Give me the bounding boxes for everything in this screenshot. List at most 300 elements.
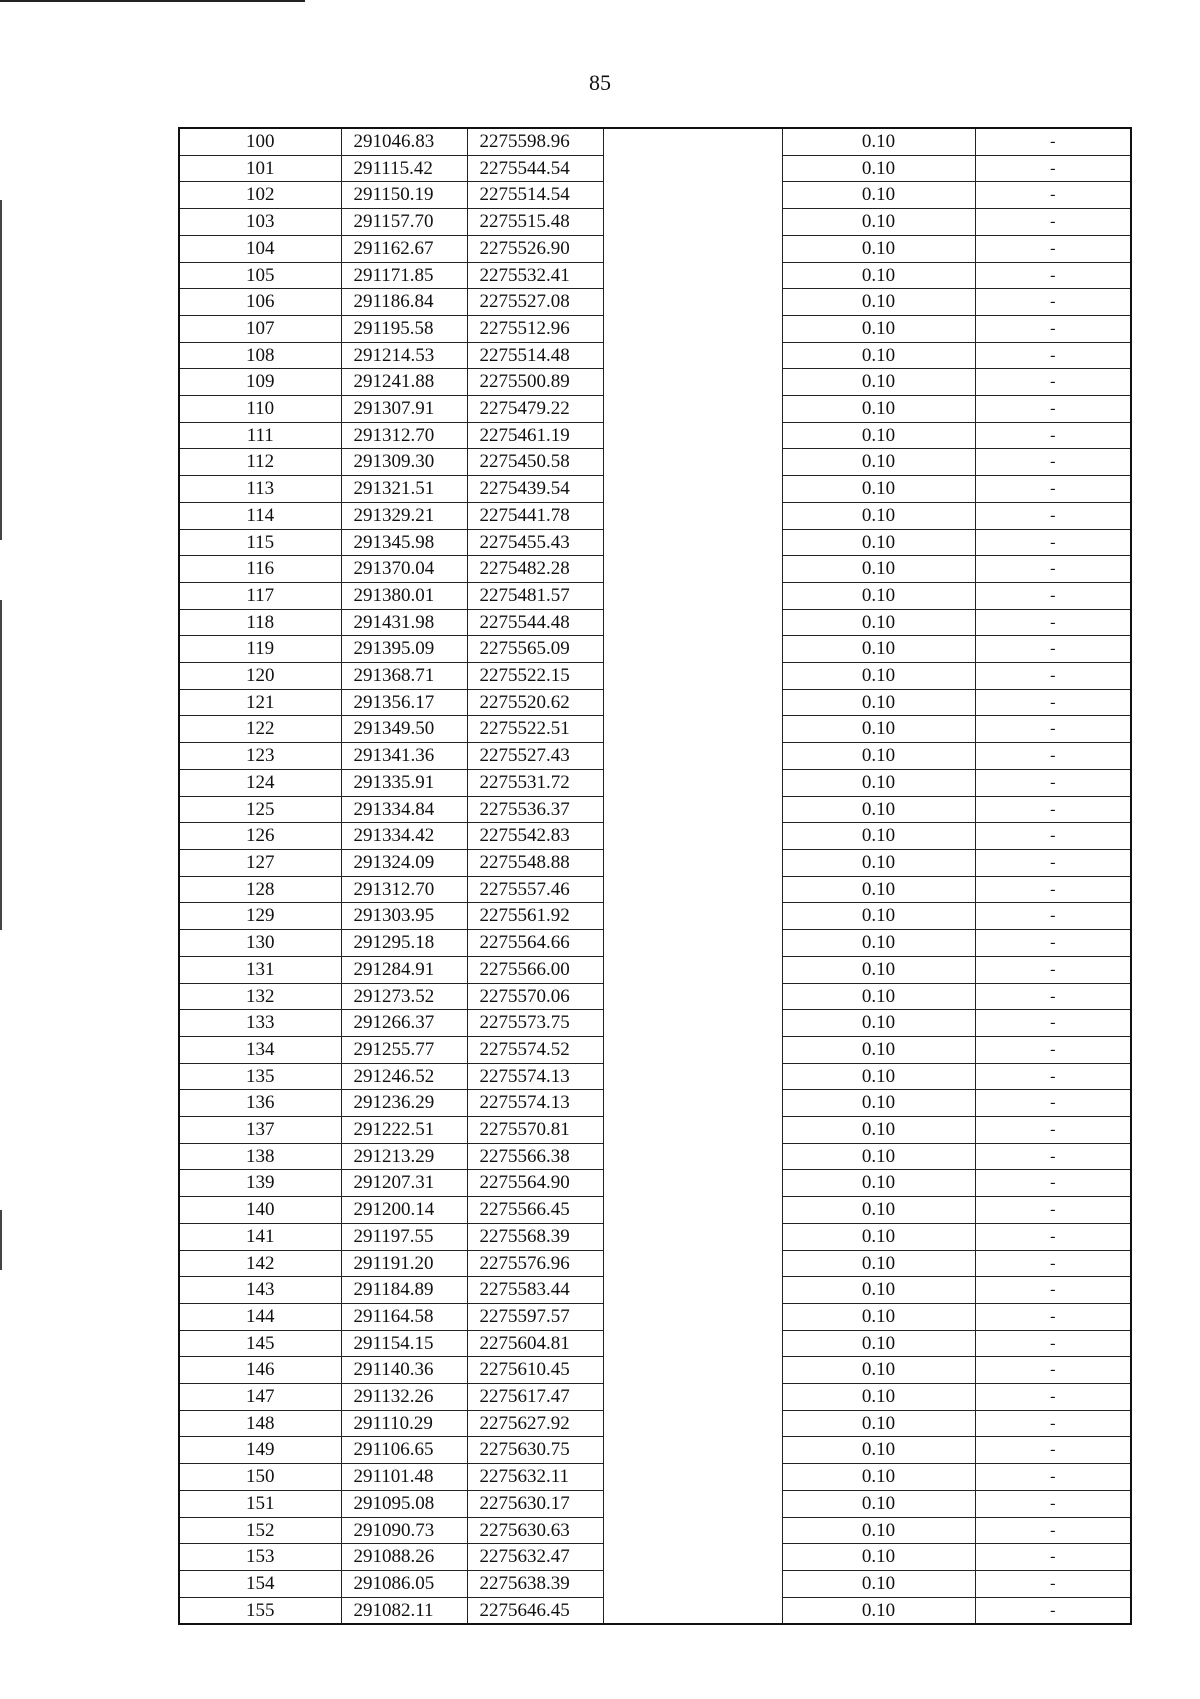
dash-cell: -: [975, 289, 1131, 316]
table-row: [179, 315, 1131, 342]
x-coordinate-cell: 291191.20: [341, 1250, 467, 1277]
empty-cell: [603, 1330, 782, 1357]
empty-cell: [603, 529, 782, 556]
scan-edge-mark: [0, 1210, 2, 1270]
point-number-cell: 139: [179, 1170, 341, 1197]
point-number-cell: 100: [179, 128, 341, 155]
y-coordinate-cell: 2275450.58: [467, 449, 603, 476]
point-number-cell: 121: [179, 689, 341, 716]
x-coordinate-cell: 291115.42: [341, 155, 467, 182]
y-coordinate-cell: 2275573.75: [467, 1010, 603, 1037]
y-coordinate-cell: 2275481.57: [467, 582, 603, 609]
x-coordinate-cell: 291132.26: [341, 1384, 467, 1411]
empty-cell: [603, 849, 782, 876]
table-row: [179, 956, 1131, 983]
point-number-cell: 135: [179, 1063, 341, 1090]
y-coordinate-cell: 2275439.54: [467, 476, 603, 503]
y-coordinate-cell: 2275515.48: [467, 209, 603, 236]
dash-cell: -: [975, 155, 1131, 182]
x-coordinate-cell: 291157.70: [341, 209, 467, 236]
point-number-cell: 110: [179, 396, 341, 423]
y-coordinate-cell: 2275520.62: [467, 689, 603, 716]
x-coordinate-cell: 291368.71: [341, 663, 467, 690]
table-row: [179, 128, 1131, 155]
x-coordinate-cell: 291266.37: [341, 1010, 467, 1037]
accuracy-cell: 0.10: [782, 262, 975, 289]
accuracy-cell: 0.10: [782, 396, 975, 423]
x-coordinate-cell: 291086.05: [341, 1570, 467, 1597]
x-coordinate-cell: 291213.29: [341, 1143, 467, 1170]
y-coordinate-cell: 2275514.54: [467, 182, 603, 209]
dash-cell: -: [975, 796, 1131, 823]
x-coordinate-cell: 291164.58: [341, 1303, 467, 1330]
point-number-cell: 129: [179, 903, 341, 930]
x-coordinate-cell: 291324.09: [341, 849, 467, 876]
x-coordinate-cell: 291312.70: [341, 876, 467, 903]
x-coordinate-cell: 291370.04: [341, 556, 467, 583]
x-coordinate-cell: 291356.17: [341, 689, 467, 716]
point-number-cell: 148: [179, 1410, 341, 1437]
empty-cell: [603, 1570, 782, 1597]
accuracy-cell: 0.10: [782, 1010, 975, 1037]
dash-cell: -: [975, 663, 1131, 690]
y-coordinate-cell: 2275576.96: [467, 1250, 603, 1277]
point-number-cell: 150: [179, 1464, 341, 1491]
empty-cell: [603, 1090, 782, 1117]
accuracy-cell: 0.10: [782, 769, 975, 796]
table-row: [179, 903, 1131, 930]
empty-cell: [603, 476, 782, 503]
x-coordinate-cell: 291246.52: [341, 1063, 467, 1090]
y-coordinate-cell: 2275455.43: [467, 529, 603, 556]
table-row: [179, 743, 1131, 770]
dash-cell: -: [975, 1303, 1131, 1330]
scan-edge-mark: [0, 200, 2, 540]
accuracy-cell: 0.10: [782, 128, 975, 155]
y-coordinate-cell: 2275557.46: [467, 876, 603, 903]
point-number-cell: 152: [179, 1517, 341, 1544]
y-coordinate-cell: 2275604.81: [467, 1330, 603, 1357]
empty-cell: [603, 1517, 782, 1544]
accuracy-cell: 0.10: [782, 1437, 975, 1464]
x-coordinate-cell: 291090.73: [341, 1517, 467, 1544]
x-coordinate-cell: 291195.58: [341, 315, 467, 342]
table-row: [179, 1303, 1131, 1330]
x-coordinate-cell: 291095.08: [341, 1490, 467, 1517]
point-number-cell: 137: [179, 1117, 341, 1144]
dash-cell: -: [975, 369, 1131, 396]
point-number-cell: 109: [179, 369, 341, 396]
point-number-cell: 127: [179, 849, 341, 876]
empty-cell: [603, 1384, 782, 1411]
dash-cell: -: [975, 716, 1131, 743]
dash-cell: -: [975, 1036, 1131, 1063]
table-row: [179, 422, 1131, 449]
accuracy-cell: 0.10: [782, 1036, 975, 1063]
table-row: [179, 1277, 1131, 1304]
empty-cell: [603, 1223, 782, 1250]
empty-cell: [603, 155, 782, 182]
empty-cell: [603, 1010, 782, 1037]
empty-cell: [603, 342, 782, 369]
point-number-cell: 130: [179, 930, 341, 957]
x-coordinate-cell: 291207.31: [341, 1170, 467, 1197]
accuracy-cell: 0.10: [782, 663, 975, 690]
accuracy-cell: 0.10: [782, 1223, 975, 1250]
y-coordinate-cell: 2275632.11: [467, 1464, 603, 1491]
accuracy-cell: 0.10: [782, 1597, 975, 1624]
dash-cell: -: [975, 1330, 1131, 1357]
accuracy-cell: 0.10: [782, 849, 975, 876]
accuracy-cell: 0.10: [782, 556, 975, 583]
table-row: [179, 796, 1131, 823]
table-row: [179, 155, 1131, 182]
empty-cell: [603, 609, 782, 636]
empty-cell: [603, 1464, 782, 1491]
accuracy-cell: 0.10: [782, 956, 975, 983]
y-coordinate-cell: 2275542.83: [467, 823, 603, 850]
x-coordinate-cell: 291197.55: [341, 1223, 467, 1250]
dash-cell: -: [975, 422, 1131, 449]
table-row: [179, 209, 1131, 236]
accuracy-cell: 0.10: [782, 743, 975, 770]
table-row: [179, 663, 1131, 690]
x-coordinate-cell: 291236.29: [341, 1090, 467, 1117]
y-coordinate-cell: 2275566.45: [467, 1197, 603, 1224]
x-coordinate-cell: 291171.85: [341, 262, 467, 289]
dash-cell: -: [975, 502, 1131, 529]
dash-cell: -: [975, 1143, 1131, 1170]
table-row: [179, 262, 1131, 289]
table-row: [179, 1036, 1131, 1063]
empty-cell: [603, 422, 782, 449]
dash-cell: -: [975, 1410, 1131, 1437]
x-coordinate-cell: 291334.84: [341, 796, 467, 823]
y-coordinate-cell: 2275564.90: [467, 1170, 603, 1197]
accuracy-cell: 0.10: [782, 422, 975, 449]
x-coordinate-cell: 291200.14: [341, 1197, 467, 1224]
dash-cell: -: [975, 876, 1131, 903]
accuracy-cell: 0.10: [782, 289, 975, 316]
dash-cell: -: [975, 235, 1131, 262]
empty-cell: [603, 182, 782, 209]
accuracy-cell: 0.10: [782, 1464, 975, 1491]
dash-cell: -: [975, 476, 1131, 503]
dash-cell: -: [975, 1223, 1131, 1250]
table-row: [179, 1597, 1131, 1624]
dash-cell: -: [975, 956, 1131, 983]
y-coordinate-cell: 2275638.39: [467, 1570, 603, 1597]
y-coordinate-cell: 2275598.96: [467, 128, 603, 155]
empty-cell: [603, 1597, 782, 1624]
table-row: [179, 369, 1131, 396]
point-number-cell: 155: [179, 1597, 341, 1624]
accuracy-cell: 0.10: [782, 1357, 975, 1384]
point-number-cell: 116: [179, 556, 341, 583]
empty-cell: [603, 716, 782, 743]
dash-cell: -: [975, 689, 1131, 716]
empty-cell: [603, 1437, 782, 1464]
table-row: [179, 502, 1131, 529]
accuracy-cell: 0.10: [782, 1570, 975, 1597]
table-row: [179, 983, 1131, 1010]
y-coordinate-cell: 2275527.08: [467, 289, 603, 316]
table-row: [179, 342, 1131, 369]
empty-cell: [603, 1357, 782, 1384]
y-coordinate-cell: 2275544.48: [467, 609, 603, 636]
dash-cell: -: [975, 582, 1131, 609]
accuracy-cell: 0.10: [782, 1143, 975, 1170]
accuracy-cell: 0.10: [782, 476, 975, 503]
x-coordinate-cell: 291140.36: [341, 1357, 467, 1384]
y-coordinate-cell: 2275441.78: [467, 502, 603, 529]
accuracy-cell: 0.10: [782, 689, 975, 716]
accuracy-cell: 0.10: [782, 155, 975, 182]
dash-cell: -: [975, 1570, 1131, 1597]
x-coordinate-cell: 291431.98: [341, 609, 467, 636]
point-number-cell: 117: [179, 582, 341, 609]
dash-cell: -: [975, 1437, 1131, 1464]
accuracy-cell: 0.10: [782, 342, 975, 369]
y-coordinate-cell: 2275548.88: [467, 849, 603, 876]
table-row: [179, 1197, 1131, 1224]
accuracy-cell: 0.10: [782, 315, 975, 342]
x-coordinate-cell: 291241.88: [341, 369, 467, 396]
point-number-cell: 133: [179, 1010, 341, 1037]
accuracy-cell: 0.10: [782, 1517, 975, 1544]
x-coordinate-cell: 291284.91: [341, 956, 467, 983]
dash-cell: -: [975, 396, 1131, 423]
accuracy-cell: 0.10: [782, 983, 975, 1010]
table-row: [179, 609, 1131, 636]
dash-cell: -: [975, 1464, 1131, 1491]
x-coordinate-cell: 291150.19: [341, 182, 467, 209]
dash-cell: -: [975, 1357, 1131, 1384]
empty-cell: [603, 1544, 782, 1571]
x-coordinate-cell: 291329.21: [341, 502, 467, 529]
x-coordinate-cell: 291184.89: [341, 1277, 467, 1304]
empty-cell: [603, 262, 782, 289]
y-coordinate-cell: 2275630.75: [467, 1437, 603, 1464]
x-coordinate-cell: 291110.29: [341, 1410, 467, 1437]
point-number-cell: 122: [179, 716, 341, 743]
point-number-cell: 113: [179, 476, 341, 503]
accuracy-cell: 0.10: [782, 636, 975, 663]
empty-cell: [603, 1303, 782, 1330]
x-coordinate-cell: 291214.53: [341, 342, 467, 369]
x-coordinate-cell: 291186.84: [341, 289, 467, 316]
dash-cell: -: [975, 209, 1131, 236]
point-number-cell: 123: [179, 743, 341, 770]
table-row: [179, 1090, 1131, 1117]
point-number-cell: 142: [179, 1250, 341, 1277]
y-coordinate-cell: 2275531.72: [467, 769, 603, 796]
dash-cell: -: [975, 743, 1131, 770]
table-row: [179, 823, 1131, 850]
table-row: [179, 1384, 1131, 1411]
accuracy-cell: 0.10: [782, 1063, 975, 1090]
dash-cell: -: [975, 1197, 1131, 1224]
y-coordinate-cell: 2275561.92: [467, 903, 603, 930]
empty-cell: [603, 449, 782, 476]
accuracy-cell: 0.10: [782, 1170, 975, 1197]
table-row: [179, 636, 1131, 663]
point-number-cell: 124: [179, 769, 341, 796]
dash-cell: -: [975, 529, 1131, 556]
accuracy-cell: 0.10: [782, 903, 975, 930]
y-coordinate-cell: 2275583.44: [467, 1277, 603, 1304]
table-row: [179, 182, 1131, 209]
table-row: [179, 449, 1131, 476]
point-number-cell: 140: [179, 1197, 341, 1224]
point-number-cell: 147: [179, 1384, 341, 1411]
accuracy-cell: 0.10: [782, 1410, 975, 1437]
x-coordinate-cell: 291154.15: [341, 1330, 467, 1357]
scan-edge-mark: [0, 600, 2, 930]
dash-cell: -: [975, 1384, 1131, 1411]
table-row: [179, 930, 1131, 957]
dash-cell: -: [975, 1544, 1131, 1571]
table-row: [179, 289, 1131, 316]
empty-cell: [603, 556, 782, 583]
point-number-cell: 136: [179, 1090, 341, 1117]
empty-cell: [603, 769, 782, 796]
empty-cell: [603, 663, 782, 690]
x-coordinate-cell: 291088.26: [341, 1544, 467, 1571]
empty-cell: [603, 956, 782, 983]
table-row: [179, 716, 1131, 743]
point-number-cell: 107: [179, 315, 341, 342]
scan-border-top: [0, 0, 305, 2]
y-coordinate-cell: 2275479.22: [467, 396, 603, 423]
dash-cell: -: [975, 903, 1131, 930]
y-coordinate-cell: 2275565.09: [467, 636, 603, 663]
table-row: [179, 1517, 1131, 1544]
table-row: [179, 769, 1131, 796]
x-coordinate-cell: 291349.50: [341, 716, 467, 743]
point-number-cell: 108: [179, 342, 341, 369]
x-coordinate-cell: 291395.09: [341, 636, 467, 663]
accuracy-cell: 0.10: [782, 1330, 975, 1357]
y-coordinate-cell: 2275646.45: [467, 1597, 603, 1624]
empty-cell: [603, 289, 782, 316]
point-number-cell: 146: [179, 1357, 341, 1384]
point-number-cell: 144: [179, 1303, 341, 1330]
y-coordinate-cell: 2275574.13: [467, 1063, 603, 1090]
empty-cell: [603, 1410, 782, 1437]
empty-cell: [603, 315, 782, 342]
table-row: [179, 876, 1131, 903]
table-row: [179, 849, 1131, 876]
empty-cell: [603, 396, 782, 423]
y-coordinate-cell: 2275610.45: [467, 1357, 603, 1384]
accuracy-cell: 0.10: [782, 1277, 975, 1304]
x-coordinate-cell: 291255.77: [341, 1036, 467, 1063]
accuracy-cell: 0.10: [782, 609, 975, 636]
point-number-cell: 131: [179, 956, 341, 983]
empty-cell: [603, 1063, 782, 1090]
empty-cell: [603, 128, 782, 155]
dash-cell: -: [975, 769, 1131, 796]
dash-cell: -: [975, 1250, 1131, 1277]
point-number-cell: 145: [179, 1330, 341, 1357]
x-coordinate-cell: 291162.67: [341, 235, 467, 262]
point-number-cell: 120: [179, 663, 341, 690]
x-coordinate-cell: 291309.30: [341, 449, 467, 476]
x-coordinate-cell: 291321.51: [341, 476, 467, 503]
dash-cell: -: [975, 128, 1131, 155]
point-number-cell: 138: [179, 1143, 341, 1170]
dash-cell: -: [975, 1090, 1131, 1117]
point-number-cell: 141: [179, 1223, 341, 1250]
accuracy-cell: 0.10: [782, 796, 975, 823]
point-number-cell: 104: [179, 235, 341, 262]
dash-cell: -: [975, 1490, 1131, 1517]
point-number-cell: 153: [179, 1544, 341, 1571]
y-coordinate-cell: 2275566.00: [467, 956, 603, 983]
dash-cell: -: [975, 1063, 1131, 1090]
point-number-cell: 126: [179, 823, 341, 850]
point-number-cell: 154: [179, 1570, 341, 1597]
y-coordinate-cell: 2275597.57: [467, 1303, 603, 1330]
point-number-cell: 112: [179, 449, 341, 476]
x-coordinate-cell: 291380.01: [341, 582, 467, 609]
accuracy-cell: 0.10: [782, 209, 975, 236]
empty-cell: [603, 1036, 782, 1063]
y-coordinate-cell: 2275574.52: [467, 1036, 603, 1063]
y-coordinate-cell: 2275526.90: [467, 235, 603, 262]
y-coordinate-cell: 2275570.06: [467, 983, 603, 1010]
empty-cell: [603, 1117, 782, 1144]
x-coordinate-cell: 291106.65: [341, 1437, 467, 1464]
point-number-cell: 134: [179, 1036, 341, 1063]
y-coordinate-cell: 2275627.92: [467, 1410, 603, 1437]
accuracy-cell: 0.10: [782, 1544, 975, 1571]
y-coordinate-cell: 2275617.47: [467, 1384, 603, 1411]
dash-cell: -: [975, 1170, 1131, 1197]
y-coordinate-cell: 2275544.54: [467, 155, 603, 182]
coordinates-table: [178, 127, 1132, 1625]
dash-cell: -: [975, 1117, 1131, 1144]
x-coordinate-cell: 291303.95: [341, 903, 467, 930]
empty-cell: [603, 1277, 782, 1304]
coordinates-table-body: [179, 128, 1131, 1624]
table-row: [179, 1490, 1131, 1517]
dash-cell: -: [975, 342, 1131, 369]
point-number-cell: 105: [179, 262, 341, 289]
accuracy-cell: 0.10: [782, 1490, 975, 1517]
y-coordinate-cell: 2275461.19: [467, 422, 603, 449]
x-coordinate-cell: 291082.11: [341, 1597, 467, 1624]
accuracy-cell: 0.10: [782, 823, 975, 850]
x-coordinate-cell: 291222.51: [341, 1117, 467, 1144]
dash-cell: -: [975, 636, 1131, 663]
table-row: [179, 1010, 1131, 1037]
point-number-cell: 132: [179, 983, 341, 1010]
empty-cell: [603, 796, 782, 823]
y-coordinate-cell: 2275522.15: [467, 663, 603, 690]
page-number: 85: [589, 70, 611, 95]
empty-cell: [603, 876, 782, 903]
accuracy-cell: 0.10: [782, 369, 975, 396]
point-number-cell: 114: [179, 502, 341, 529]
table-row: [179, 556, 1131, 583]
dash-cell: -: [975, 983, 1131, 1010]
empty-cell: [603, 689, 782, 716]
dash-cell: -: [975, 823, 1131, 850]
empty-cell: [603, 823, 782, 850]
accuracy-cell: 0.10: [782, 1197, 975, 1224]
